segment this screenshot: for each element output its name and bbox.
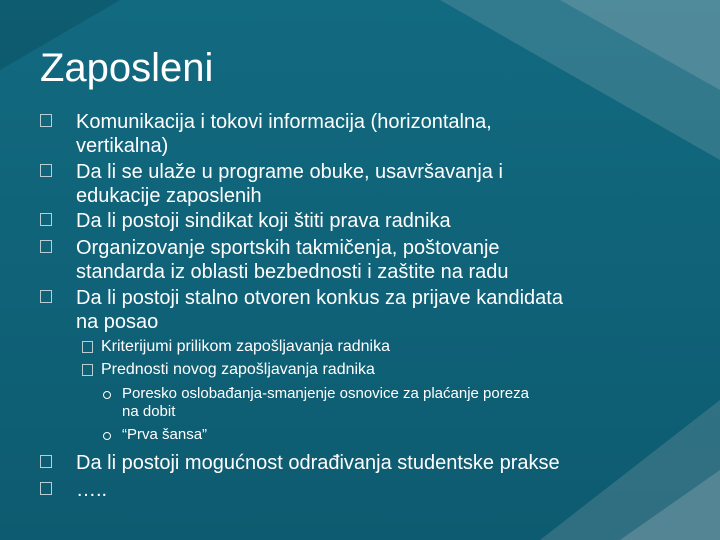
list-item-text: Da li se ulaže u programe obuke, usavršavanja i edukacije zaposlenih: [76, 161, 503, 207]
square-bullet-icon: [82, 364, 93, 376]
square-bullet-icon: [40, 455, 52, 468]
list-item-text: Da li postoji mogućnost odrađivanja studentske prakse: [76, 452, 560, 474]
sub-list-item-text: Prednosti novog zapošljavanja radnika: [101, 361, 375, 378]
slide-title: Zaposleni: [40, 46, 214, 90]
square-bullet-icon: [40, 213, 52, 226]
list-item-text: Da li postoji stalno otvoren konkus za prijave kandidata na posao: [76, 287, 563, 333]
list-item-text: …..: [76, 479, 108, 501]
square-bullet-icon: [40, 290, 52, 303]
sub-list-item-text: Kriterijumi prilikom zapošljavanja radnika: [101, 338, 390, 355]
list-item-text: Organizovanje sportskih takmičenja, poštovanje standarda iz oblasti bezbednosti i zaštite na radu: [76, 237, 509, 283]
square-bullet-icon: [40, 240, 52, 253]
circle-bullet-icon: [103, 432, 111, 440]
sub-sub-list-item-text: “Prva šansa”: [122, 426, 208, 443]
list-item-text: Da li postoji sindikat koji štiti prava radnika: [76, 210, 451, 232]
list-item-text: Komunikacija i tokovi informacija (horizontalna, vertikalna): [76, 111, 492, 157]
square-bullet-icon: [82, 341, 93, 353]
sub-sub-list-item-text: Poresko oslobađanja-smanjenje osnovice za plaćanje poreza na dobit: [122, 385, 529, 420]
square-bullet-icon: [40, 114, 52, 127]
square-bullet-icon: [40, 164, 52, 177]
circle-bullet-icon: [103, 391, 111, 399]
square-bullet-icon: [40, 482, 52, 495]
